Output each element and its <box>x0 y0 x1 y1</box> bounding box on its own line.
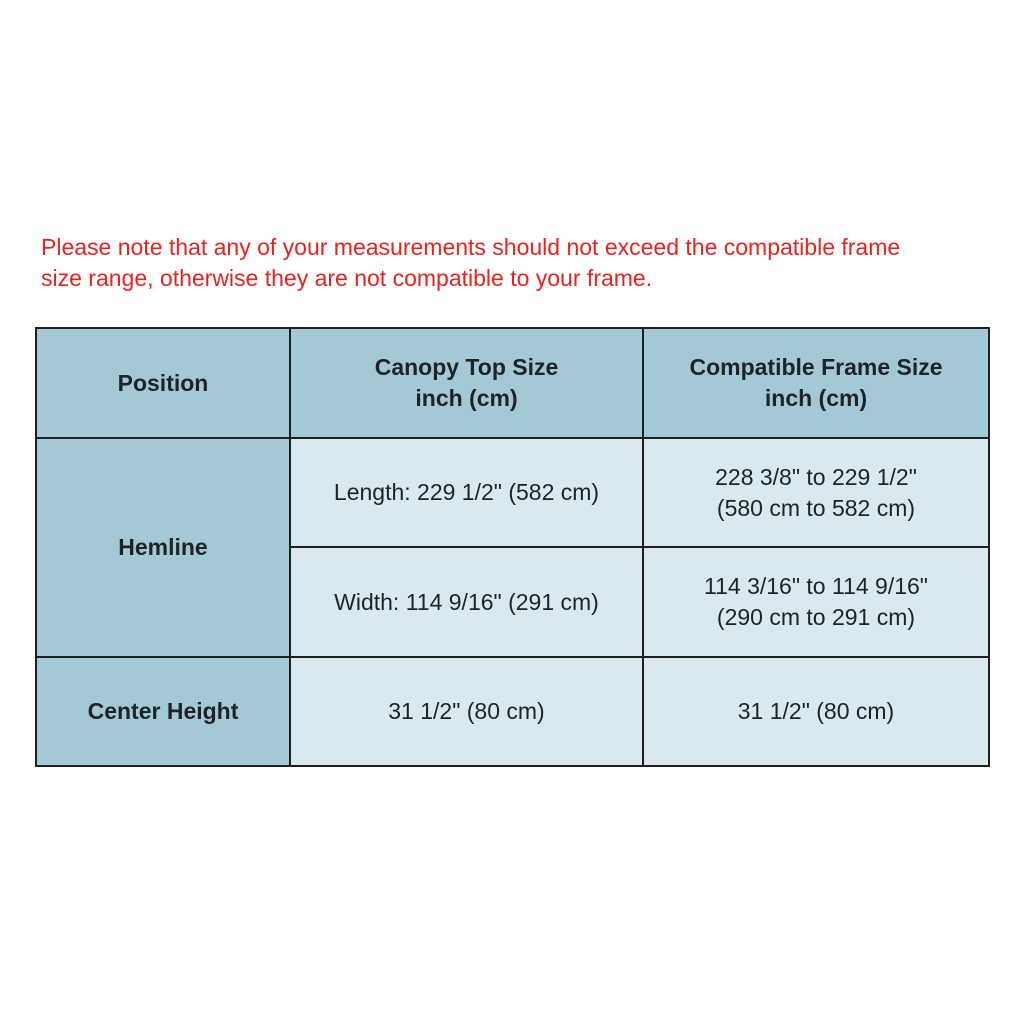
header-canopy-top-size <box>290 328 643 438</box>
header-position-label: Position <box>117 369 209 396</box>
row-label-center-height <box>36 657 290 766</box>
hemline-width-canopy-value: Width: 114 9/16" (291 cm) <box>334 588 599 615</box>
center-height-frame-value: 31 1/2" (80 cm) <box>737 698 895 724</box>
header-position <box>36 328 290 438</box>
hemline-label: Hemline <box>118 534 208 560</box>
cell-hemline-length-frame <box>643 438 989 547</box>
cell-hemline-width-canopy <box>290 547 643 657</box>
header-frame-line-1: Compatible Frame Size <box>689 354 943 380</box>
header-canopy-line-1: Canopy Top Size <box>374 354 559 380</box>
hemline-width-frame-cm: (290 cm to 291 cm) <box>716 604 916 630</box>
cell-center-height-frame <box>643 657 989 766</box>
cell-hemline-length-canopy <box>290 438 643 547</box>
table-row-center-height <box>36 657 989 766</box>
hemline-length-frame-cm: (580 cm to 582 cm) <box>716 494 916 521</box>
notice-line-2: size range, otherwise they are not compatible to your frame. <box>41 265 653 291</box>
header-canopy-line-2: inch (cm) <box>415 385 518 411</box>
cell-center-height-canopy <box>290 657 643 766</box>
header-compatible-frame-size <box>643 328 989 438</box>
hemline-length-canopy-value: Length: 229 1/2" (582 cm) <box>333 479 600 505</box>
hemline-width-frame-inch: 114 3/16" to 114 9/16" <box>704 573 928 599</box>
header-frame-line-2: inch (cm) <box>764 385 868 411</box>
notice-line-1: Please note that any of your measurements should not exceed the compatible frame <box>41 234 901 260</box>
compatibility-notice <box>41 232 1001 294</box>
table-header-row <box>36 328 989 438</box>
row-label-hemline <box>36 438 290 657</box>
hemline-length-frame-inch: 228 3/8" to 229 1/2" <box>715 463 917 490</box>
center-height-canopy-value: 31 1/2" (80 cm) <box>388 698 545 724</box>
cell-hemline-width-frame <box>643 547 989 657</box>
center-height-label: Center Height <box>87 698 239 724</box>
size-table <box>35 327 990 767</box>
table-row-hemline-length <box>36 438 989 547</box>
